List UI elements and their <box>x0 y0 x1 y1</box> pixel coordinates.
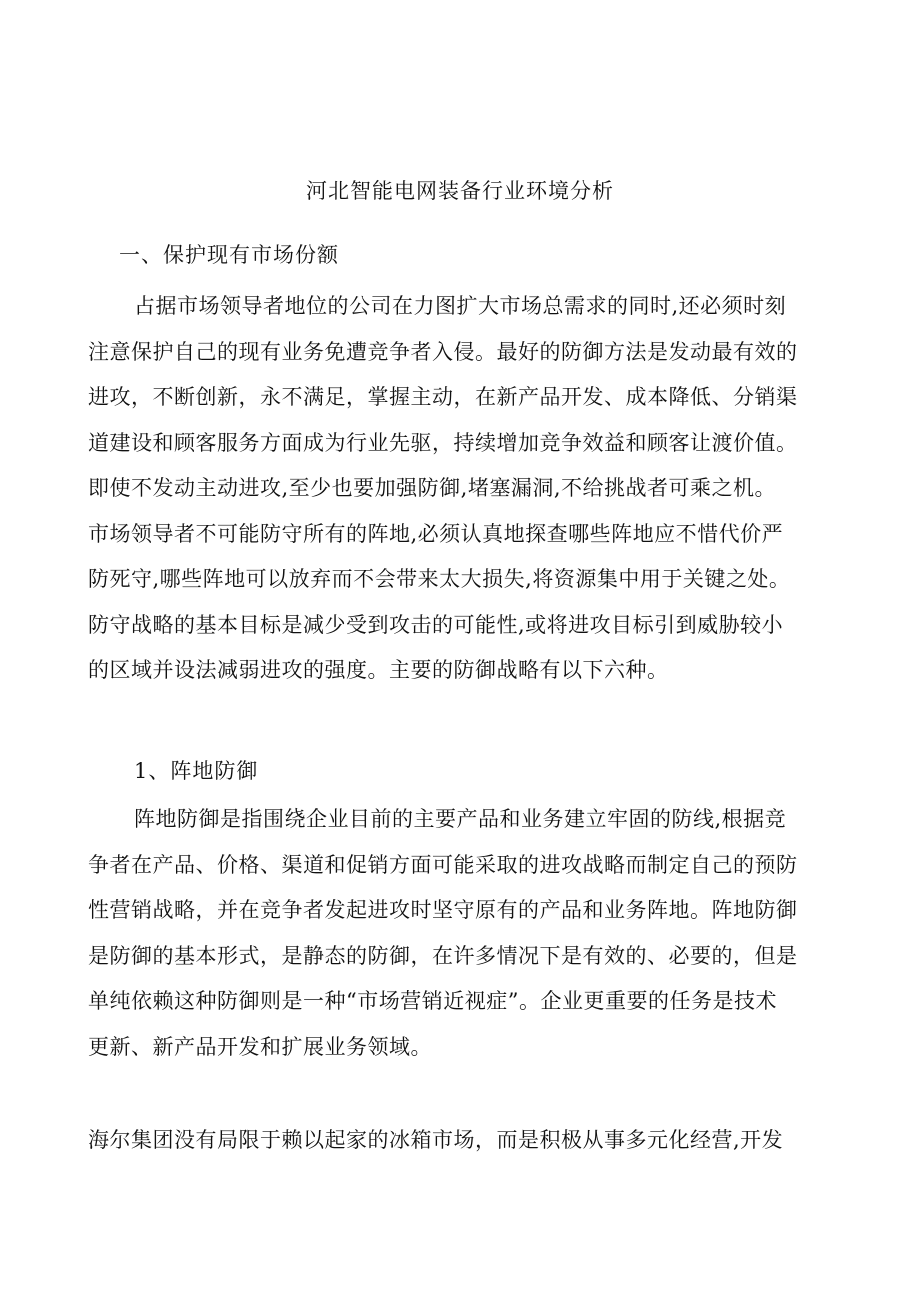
paragraph-line: 争者在产品、价格、渠道和促销方面可能采取的进攻战略而制定自己的预防 <box>88 852 798 877</box>
paragraph-line: 阵地防御是指围绕企业目前的主要产品和业务建立牢固的防线,根据竞 <box>134 807 787 831</box>
paragraph-line: 进攻，不断创新，永不满足，掌握主动，在新产品开发、成本降低、分销渠 <box>88 385 798 409</box>
paragraph-3 <box>88 1118 848 1164</box>
paragraph-line: 是防御的基本形式，是静态的防御，在许多情况下是有效的、必要的，但是 <box>88 943 798 968</box>
paragraph-line: 的区域并设法减弱进攻的强度。主要的防御战略有以下六种。 <box>88 658 669 682</box>
paragraph-line: 防守战略的基本目标是减少受到攻击的可能性,或将进攻目标引到威胁较小 <box>88 612 784 637</box>
paragraph-line: 即使不发动主动进攻,至少也要加强防御,堵塞漏洞,不给挑战者可乘之机。 <box>88 476 777 500</box>
section-heading: 一、保护现有市场份额 <box>119 243 339 267</box>
paragraph-line: 占据市场领导者地位的公司在力图扩大市场总需求的同时,还必须时刻 <box>134 294 787 318</box>
subsection-heading: 1、阵地防御 <box>134 759 259 783</box>
paragraph-1 <box>88 284 848 694</box>
document-title: 河北智能电网装备行业环境分析 <box>306 179 614 203</box>
paragraph-line: 海尔集团没有局限于赖以起家的冰箱市场，而是积极从事多元化经营,开发 <box>88 1128 784 1152</box>
paragraph-line: 更新、新产品开发和扩展业务领域。 <box>88 1034 432 1059</box>
paragraph-line: 注意保护自己的现有业务免遭竞争者入侵。最好的防御方法是发动最有效的 <box>88 339 798 364</box>
paragraph-2 <box>88 797 848 1070</box>
paragraph-line: 性营销战略，并在竞争者发起进攻时坚守原有的产品和业务阵地。阵地防御 <box>88 898 798 922</box>
paragraph-line: 道建设和顾客服务方面成为行业先驱，持续增加竞争效益和顾客让渡价值。 <box>88 430 798 455</box>
paragraph-line: 防死守,哪些阵地可以放弃而不会带来太大损失,将资源集中用于关键之处。 <box>88 567 791 591</box>
paragraph-line: 市场领导者不可能防守所有的阵地,必须认真地探查哪些阵地应不惜代价严 <box>88 521 784 546</box>
paragraph-line: 单纯依赖这种防御则是一种“市场营销近视症”。企业更重要的任务是技术 <box>88 989 777 1013</box>
